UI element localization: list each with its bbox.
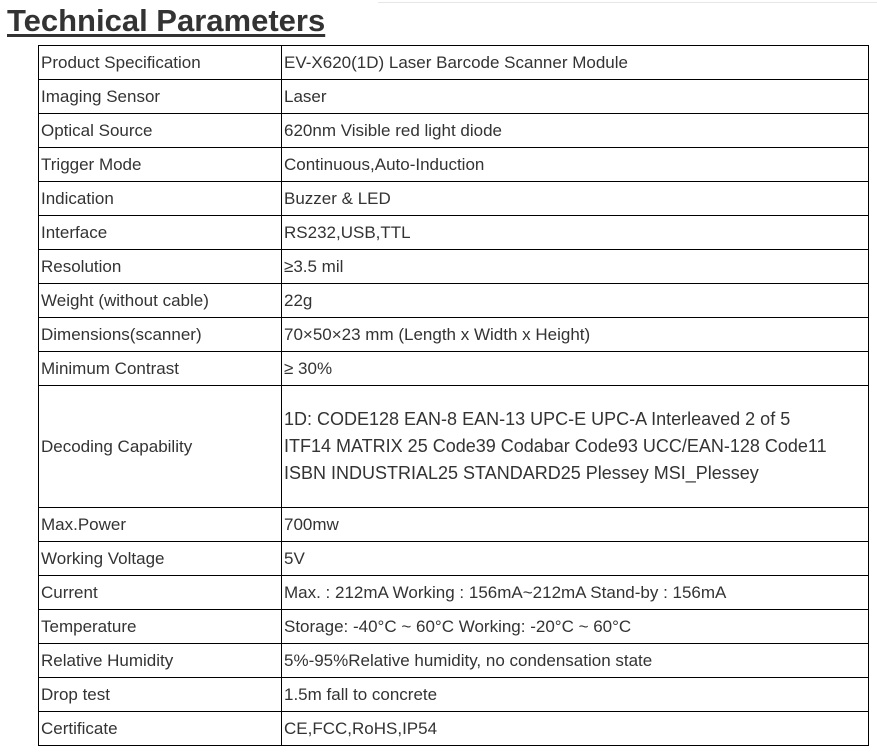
param-value: 700mw <box>282 508 869 542</box>
param-value: CE,FCC,RoHS,IP54 <box>282 712 869 746</box>
param-label: Dimensions(scanner) <box>39 318 282 352</box>
param-value: Buzzer & LED <box>282 182 869 216</box>
param-label: Drop test <box>39 678 282 712</box>
param-value: ≥3.5 mil <box>282 250 869 284</box>
param-label: Interface <box>39 216 282 250</box>
table-row <box>39 542 869 576</box>
param-value: 5V <box>282 542 869 576</box>
parameters-table <box>38 45 869 746</box>
param-label: Decoding Capability <box>39 386 282 508</box>
param-value: EV-X620(1D) Laser Barcode Scanner Module <box>282 46 869 80</box>
param-value: Max. : 212mA Working : 156mA~212mA Stand-by : 156mA <box>282 576 869 610</box>
table-row <box>39 114 869 148</box>
param-value: Storage: -40°C ~ 60°C Working: -20°C ~ 60°C <box>282 610 869 644</box>
param-label: Max.Power <box>39 508 282 542</box>
table-row <box>39 182 869 216</box>
param-label: Certificate <box>39 712 282 746</box>
param-value: 70×50×23 mm (Length x Width x Height) <box>282 318 869 352</box>
param-label: Indication <box>39 182 282 216</box>
param-label: Trigger Mode <box>39 148 282 182</box>
param-label: Weight (without cable) <box>39 284 282 318</box>
param-value: 1.5m fall to concrete <box>282 678 869 712</box>
table-row <box>39 508 869 542</box>
table-row <box>39 46 869 80</box>
param-value: Continuous,Auto-Induction <box>282 148 869 182</box>
param-label: Relative Humidity <box>39 644 282 678</box>
table-row <box>39 284 869 318</box>
param-value: RS232,USB,TTL <box>282 216 869 250</box>
table-row <box>39 352 869 386</box>
decoding-line: ITF14 MATRIX 25 Code39 Codabar Code93 UCC/EAN-128 Code11 <box>284 436 827 456</box>
table-row <box>39 678 869 712</box>
table-row <box>39 576 869 610</box>
table-row <box>39 712 869 746</box>
table-row <box>39 80 869 114</box>
param-value: Laser <box>282 80 869 114</box>
table-row <box>39 644 869 678</box>
param-label: Current <box>39 576 282 610</box>
param-value: 620nm Visible red light diode <box>282 114 869 148</box>
param-value: ≥ 30% <box>282 352 869 386</box>
table-row <box>39 148 869 182</box>
param-value: 5%-95%Relative humidity, no condensation state <box>282 644 869 678</box>
table-row <box>39 250 869 284</box>
decoding-line: ISBN INDUSTRIAL25 STANDARD25 Plessey MSI_Plessey <box>284 463 759 483</box>
param-label: Product Specification <box>39 46 282 80</box>
param-value <box>282 386 869 508</box>
page-title: Technical Parameters <box>7 3 326 38</box>
param-value: 22g <box>282 284 869 318</box>
decoding-line: 1D: CODE128 EAN-8 EAN-13 UPC-E UPC-A Interleaved 2 of 5 <box>284 409 791 429</box>
table-row <box>39 610 869 644</box>
table-row <box>39 318 869 352</box>
table-row <box>39 216 869 250</box>
param-label: Resolution <box>39 250 282 284</box>
param-label: Imaging Sensor <box>39 80 282 114</box>
param-label: Working Voltage <box>39 542 282 576</box>
param-label: Optical Source <box>39 114 282 148</box>
param-label: Minimum Contrast <box>39 352 282 386</box>
param-label: Temperature <box>39 610 282 644</box>
table-row <box>39 386 869 508</box>
top-divider <box>378 2 877 3</box>
